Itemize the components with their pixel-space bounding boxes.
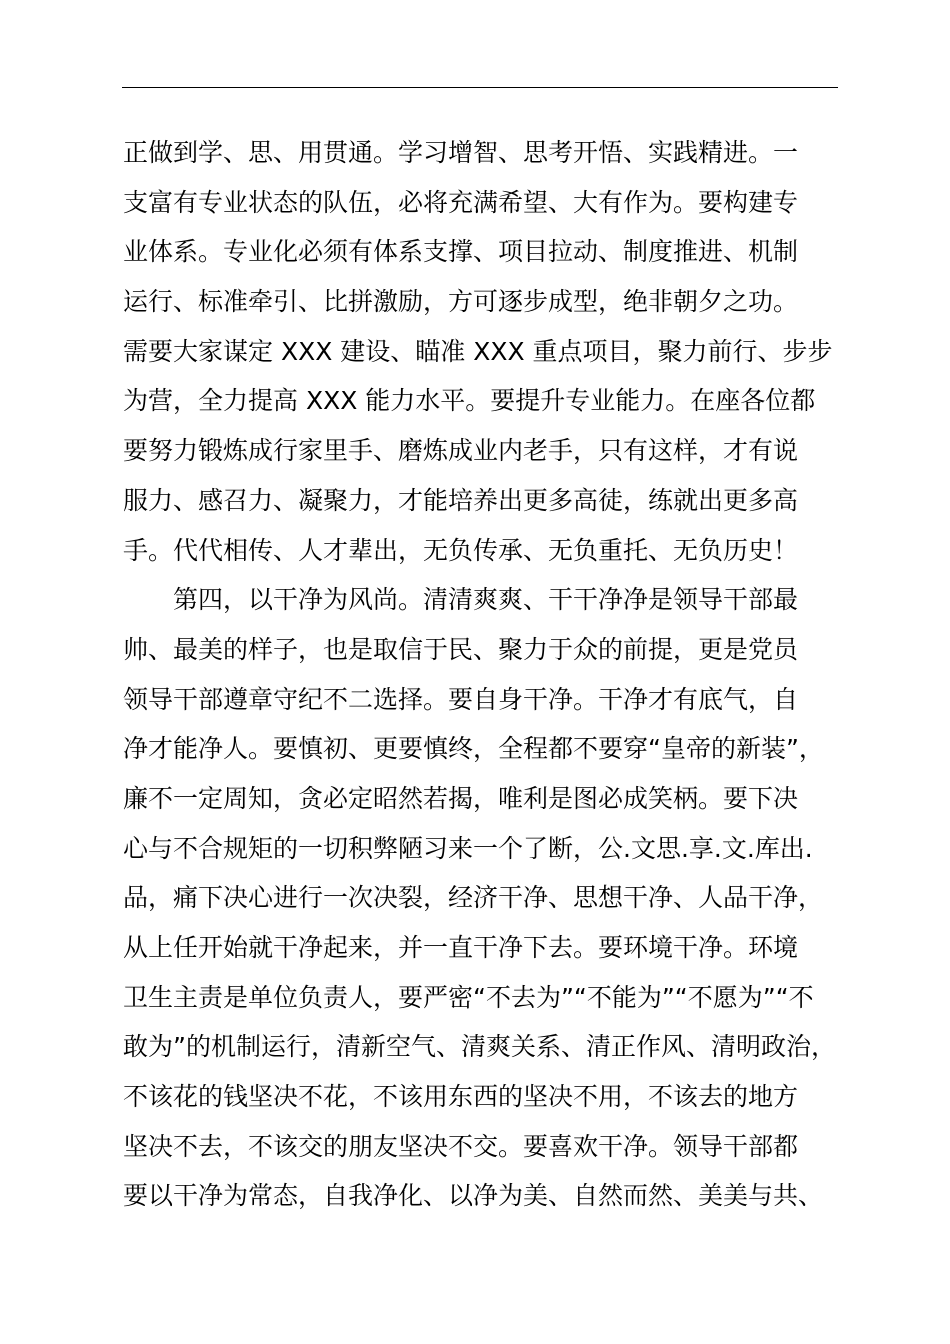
text-line-11: 帅、最美的样子，也是取信于民、聚力于众的前提，更是党员 — [123, 634, 799, 664]
text-line-22: 要以干净为常态，自我净化、以净为美、自然而然、美美与共、 — [123, 1181, 824, 1211]
text-line-16: 品，痛下决心进行一次决裂，经济干净、思想干净、人品干净， — [123, 883, 824, 913]
text-line-4: 运行、标准牵引、比拼激励，方可逐步成型，绝非朝夕之功。 — [123, 287, 799, 317]
header-rule — [122, 87, 838, 88]
text-line-17: 从上任开始就干净起来，并一直干净下去。要环境干净。环境 — [123, 933, 799, 962]
text-line-20: 不该花的钱坚决不花，不该用东西的坚决不用，不该去的地方 — [123, 1082, 799, 1112]
text-line-5: 需要大家谋定 XXX 建设、瞄准 XXX 重点项目，聚力前行、步步 — [123, 336, 833, 366]
text-line-14: 廉不一定周知，贪必定昭然若揭，唯利是图必成笑柄。要下决 — [123, 783, 799, 813]
text-line-18: 卫生主责是单位负责人，要严密“不去为”“不能为”“不愿为”“不 — [123, 982, 814, 1012]
paragraph-start-line: 第四，以干净为风尚。清清爽爽、干干净净是领导干部最 — [173, 585, 799, 615]
text-line-13: 净才能净人。要慎初、更要慎终，全程都不要穿“皇帝的新装”， — [123, 734, 824, 764]
text-line-21: 坚决不去，不该交的朋友坚决不交。要喜欢干净。领导干部都 — [123, 1131, 799, 1161]
text-line-9: 手。代代相传、人才辈出，无负传承、无负重托、无负历史！ — [123, 535, 799, 565]
text-line-3: 业体系。专业化必须有体系支撑、项目拉动、制度推进、机制 — [123, 237, 799, 267]
text-line-7: 要努力锻炼成行家里手、磨炼成业内老手，只有这样，才有说 — [123, 436, 799, 466]
text-line-8: 服力、感召力、凝聚力，才能培养出更多高徒，练就出更多高 — [123, 485, 799, 515]
body-text — [123, 128, 863, 1221]
text-line-15: 心与不合规矩的一切积弊陋习来一个了断，公.文思.享.文.库出. — [123, 833, 813, 863]
text-line-1: 正做到学、思、用贯通。学习增智、思考开悟、实践精进。一 — [123, 138, 799, 167]
text-line-12: 领导干部遵章守纪不二选择。要自身干净。干净才有底气，自 — [123, 684, 799, 714]
text-line-19: 敢为”的机制运行，清新空气、清爽关系、清正作风、清明政治， — [123, 1032, 836, 1062]
text-line-6: 为营，全力提高 XXX 能力水平。要提升专业能力。在座各位都 — [123, 386, 816, 416]
text-line-2: 支富有专业状态的队伍，必将充满希望、大有作为。要构建专 — [123, 187, 799, 217]
